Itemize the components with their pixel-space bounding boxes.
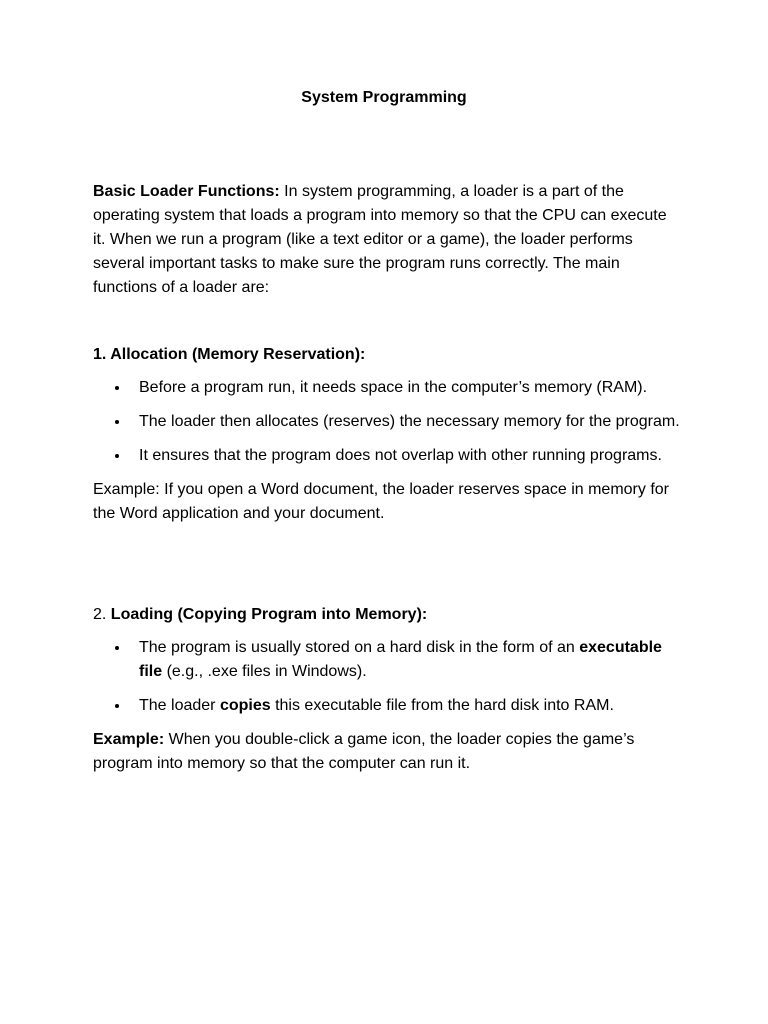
intro-text: In system programming, a loader is a part of the operating system that loads a program into memory so that the CPU can execute it. When we run a program (like a text editor or a game), the loader performs several important tasks to make sure the program runs correctly. The main functions of a loader are: xyxy=(93,183,667,296)
document-body xyxy=(93,180,683,776)
section-2-list xyxy=(93,636,683,718)
section-1-list xyxy=(93,376,683,468)
section-1-heading: 1. Allocation (Memory Reservation): xyxy=(93,346,366,363)
bullet-icon xyxy=(115,386,119,390)
bullet-icon xyxy=(115,646,119,650)
list-item: The loader then allocates (reserves) the necessary memory for the program. xyxy=(93,410,683,434)
bullet-icon xyxy=(115,454,119,458)
bullet-icon xyxy=(115,420,119,424)
bullet-icon xyxy=(115,704,119,708)
list-item: It ensures that the program does not overlap with other running programs. xyxy=(93,444,683,468)
section-2-example: Example: When you double-click a game icon, the loader copies the game’s program into memory so that the computer can run it. xyxy=(93,731,635,772)
list-item: The loader copies this executable file from the hard disk into RAM. xyxy=(93,694,683,718)
page-title: System Programming xyxy=(301,89,467,106)
intro-label: Basic Loader Functions: xyxy=(93,183,280,200)
section-1-example: Example: If you open a Word document, the loader reserves space in memory for the Word application and your document. xyxy=(93,481,669,522)
list-item: The program is usually stored on a hard disk in the form of an executable file (e.g., .exe files in Windows). xyxy=(93,636,683,684)
list-item: Before a program run, it needs space in the computer’s memory (RAM). xyxy=(93,376,683,400)
section-2-heading: 2. Loading (Copying Program into Memory): xyxy=(93,606,428,623)
intro-paragraph xyxy=(93,180,683,300)
